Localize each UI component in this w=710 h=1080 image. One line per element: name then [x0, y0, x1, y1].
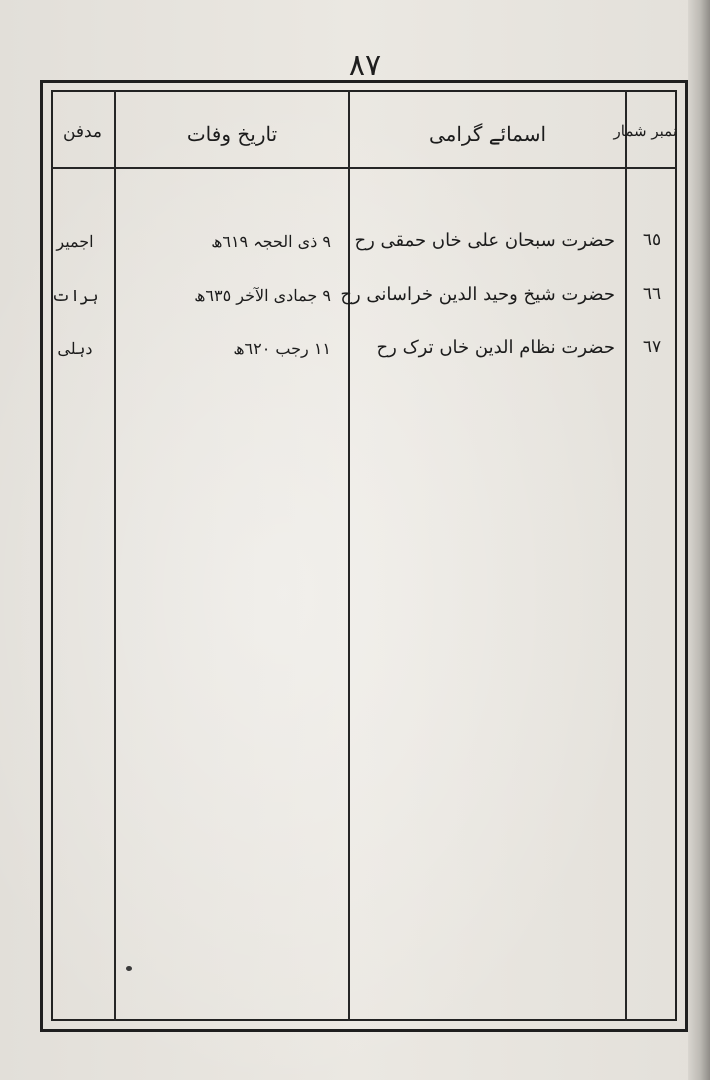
row-serial: ٦٦ [642, 284, 662, 304]
row-name: حضرت شیخ وحید الدین خراسانی رح [340, 284, 615, 305]
header-divider [51, 167, 677, 169]
header-name: اسمائے گرامی [428, 122, 547, 146]
header-serial: نمبر شمار [613, 122, 677, 140]
row-death-date: ٩ جمادی الآخر ٦٣٥ھ [194, 286, 331, 305]
row-name: حضرت سبحان علی خاں حمقی رح [354, 230, 615, 251]
row-name: حضرت نظام الدین خاں ترک رح [376, 337, 615, 358]
row-death-date: ١١ رجب ٦٢٠ھ [233, 339, 331, 358]
row-serial: ٦٥ [642, 230, 662, 250]
row-burial: اجمیر [56, 232, 94, 251]
ink-spot [126, 966, 132, 971]
row-death-date: ٩ ذی الحجہ ٦١٩ھ [211, 232, 331, 251]
row-serial: ٦٧ [642, 337, 662, 357]
header-burial: مدفن [62, 122, 103, 142]
row-burial: دہلی [57, 339, 93, 358]
page-number: ٨٧ [348, 48, 382, 83]
book-gutter [688, 0, 710, 1080]
column-divider [114, 90, 116, 1021]
header-death-date: تاریخ وفات [186, 122, 278, 146]
register-table [51, 90, 677, 1021]
row-burial: ہرات [51, 286, 99, 305]
